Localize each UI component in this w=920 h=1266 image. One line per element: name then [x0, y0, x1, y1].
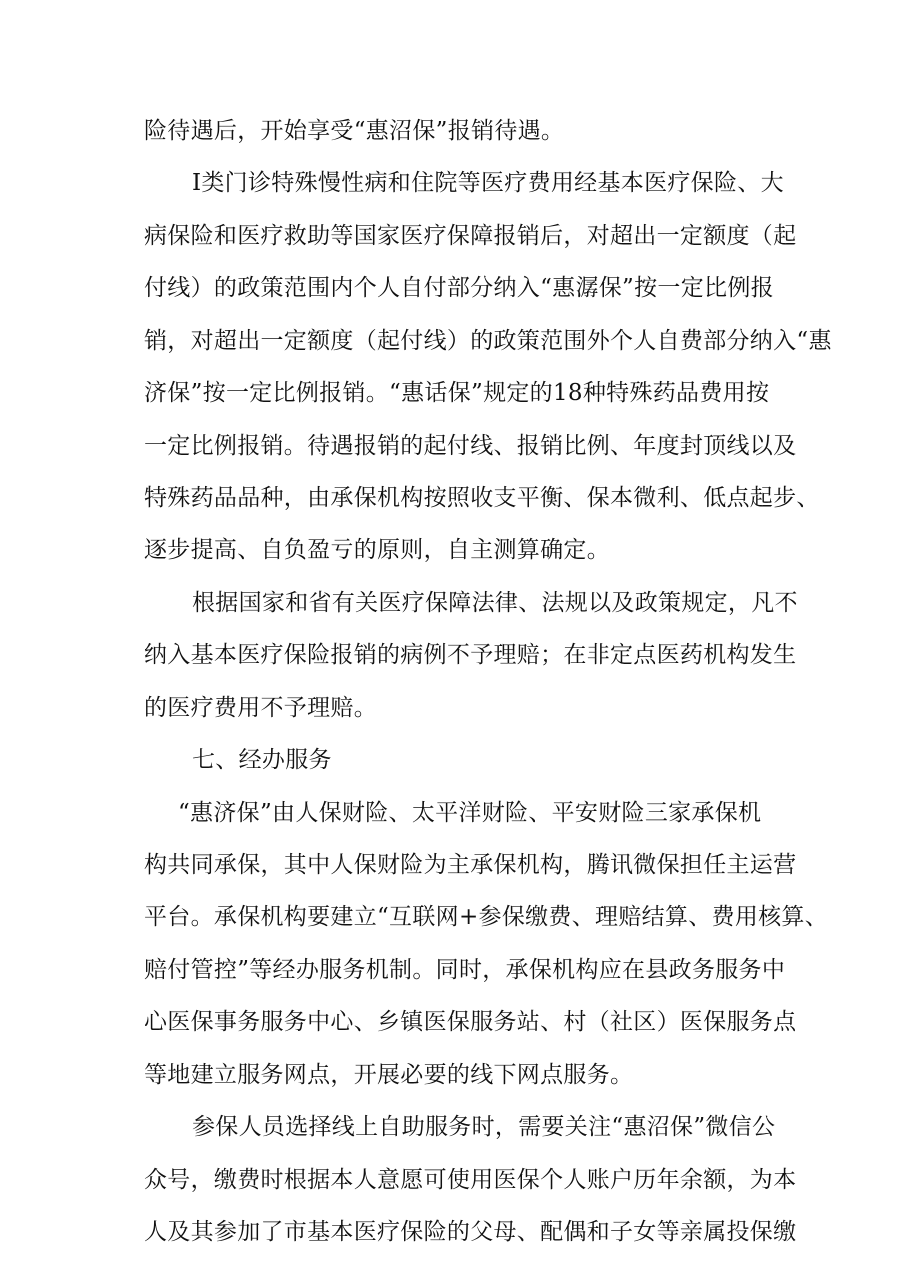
paragraph-line-10: 根据国家和省有关医疗保障法律、法规以及政策规定，凡不 — [192, 590, 798, 616]
text-line-4: 付线）的政策范围内个人自付部分纳入“惠潺保”按一定比例报 — [144, 275, 774, 301]
text-line-1: 险待遇后，开始享受“惠沼保”报销待遇。 — [144, 118, 565, 144]
text-line-18: 心医保事务服务中心、乡镇医保服务站、村（社区）医保服务点 — [144, 1009, 797, 1035]
paragraph-line-14: “惠济保”由人保财险、太平洋财险、平安财险三家承保机 — [178, 800, 762, 826]
paragraph-line-20: 参保人员选择线上自助服务时，需要关注“惠沼保”微信公 — [192, 1114, 776, 1140]
section-heading: 七、经办服务 — [192, 747, 332, 773]
text-line-16: 平台。承保机构要建立“互联网+参保缴费、理赔结算、费用核算、 — [144, 904, 829, 930]
text-line-11: 纳入基本医疗保险报销的病例不予理赔；在非定点医药机构发生 — [144, 642, 797, 668]
text-line-19: 等地建立服务网点，开展必要的线下网点服务。 — [144, 1062, 634, 1088]
text-line-6: 济保”按一定比例报销。“惠话保”规定的18种特殊药品费用按 — [144, 380, 770, 406]
text-line-3: 病保险和医疗救助等国家医疗保障报销后，对超出一定额度（起 — [144, 223, 797, 249]
text-line-9: 逐步提高、自负盈亏的原则，自主测算确定。 — [144, 537, 610, 563]
text-line-12: 的医疗费用不予理赔。 — [144, 695, 377, 721]
text-line-22: 人及其参加了市基本医疗保险的父母、配偶和子女等亲属投保缴 — [144, 1219, 797, 1245]
text-line-8: 特殊药品品种，由承保机构按照收支平衡、保本微利、低点起步、 — [144, 485, 820, 511]
text-line-21: 众号，缴费时根据本人意愿可使用医保个人账户历年余额，为本 — [144, 1167, 797, 1193]
text-line-17: 赔付管控”等经办服务机制。同时，承保机构应在县政务服务中 — [144, 957, 786, 983]
text-line-5: 销，对超出一定额度（起付线）的政策范围外个人自费部分纳入“惠 — [144, 328, 832, 354]
text-line-15: 构共同承保，其中人保财险为主承保机构，腾讯微保担任主运营 — [144, 852, 797, 878]
paragraph-line-2: Ⅰ类门诊特殊慢性病和住院等医疗费用经基本医疗保险、大 — [192, 170, 784, 196]
text-line-7: 一定比例报销。待遇报销的起付线、报销比例、年度封顶线以及 — [144, 433, 797, 459]
